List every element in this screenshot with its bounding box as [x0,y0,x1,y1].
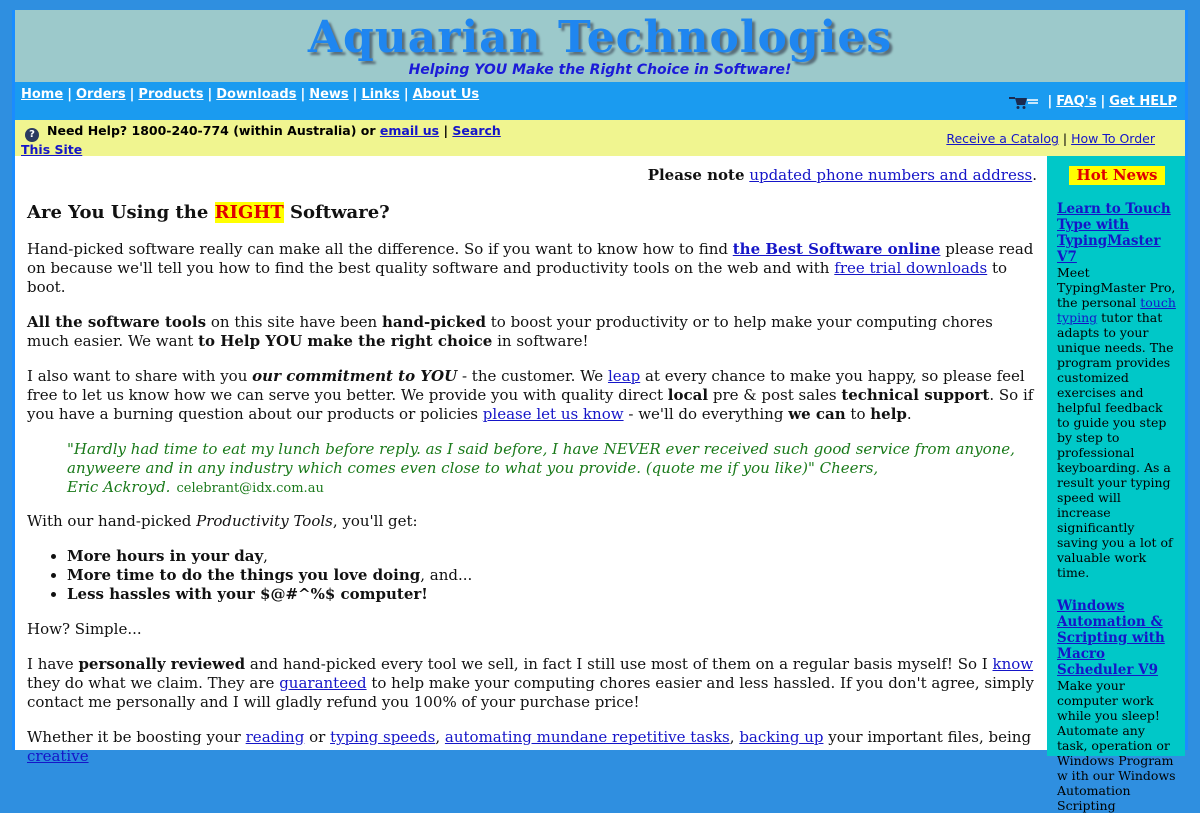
page-heading: Are You Using the RIGHT Software? [27,202,390,223]
typing-speeds-link[interactable]: typing speeds [330,728,436,746]
leap-link[interactable]: leap [607,367,641,385]
site-title[interactable]: Aquarian Technologies [307,12,893,63]
best-software-link[interactable]: the Best Software online [732,240,941,258]
nav-links: Home | Orders | Products | Downloads | News | Links | About Us [21,87,480,102]
shopping-cart-icon[interactable] [1009,95,1039,109]
list-item: • More time to do the things you love doing, and... [67,566,1037,585]
updated-phone-link[interactable]: updated phone numbers and address [749,166,1033,184]
tools-intro: With our hand-picked Productivity Tools, you'll get: [27,512,418,530]
macro-scheduler-link[interactable]: Windows Automation & Scripting with Macro Scheduler V9 [1057,598,1165,678]
testimonial: "Hardly had time to eat my lunch before reply. as I said before, I have NEVER ever received such good service from anyone, anyweere and in any industry which comes even close to what you provide. (quote me if you like)" Cheers, Eric Ackroyd. celebrant@idx.com.au [67,440,1015,496]
nav-downloads[interactable]: Downloads [216,87,297,102]
hot-news-sidebar [1047,156,1185,813]
help-bar [15,120,1185,156]
search-site-link[interactable]: Search This Site [21,123,501,157]
nav-home[interactable]: Home [21,87,64,102]
nav-orders[interactable]: Orders [75,87,126,102]
nav-about-us[interactable]: About Us [412,87,480,102]
whether-paragraph: Whether it be boosting your reading or typing speeds, automating mundane repetitive tasks, backing up your important files, being creative [27,728,1032,765]
how-simple: How? Simple... [27,620,142,638]
nav-products[interactable]: Products [138,87,204,102]
automating-link[interactable]: automating mundane repetitive tasks [444,728,730,746]
backing-up-link[interactable]: backing up [739,728,824,746]
typingmaster-link[interactable]: Learn to Touch Type with TypingMaster V7 [1057,201,1171,265]
help-right-links: Receive a Catalog | How To Order [946,131,1155,146]
testimonial-email: celebrant@idx.com.au [176,481,324,496]
nav-faqs[interactable]: FAQ's [1056,94,1097,109]
note-line: Please note updated phone numbers and address. [647,166,1037,184]
nav-get-help[interactable]: Get HELP [1109,94,1177,109]
touch-typing-link[interactable]: touch typing [1057,295,1176,325]
nav-news[interactable]: News [309,87,349,102]
reviewed-paragraph: I have personally reviewed and hand-picked every tool we sell, in fact I still use most of them on a regular basis myself! So I know they do what we claim. They are guaranteed to help make your computing chores easier and less hassled. If you don't agree, simply contact me personally and I will gladly refund you 100% of your purchase price! [27,655,1035,711]
handpicked-paragraph: All the software tools on this site have been hand-picked to boost your productivity or to help make your computing chores much easier. We want to Help YOU make the right choice in software! [27,313,993,350]
header-banner [15,10,1185,82]
commitment-paragraph: I also want to share with you our commitment to YOU - the customer. We leap at every chance to make you happy, so please feel free to let us know how we can serve you better. We provide you with quality direct local pre & post sales technical support. So if you have a burning question about our products or policies please let us know - we'll do everything we can to help. [27,367,1034,423]
hot-news-badge: Hot News [1069,166,1165,185]
benefits-list [27,547,1037,604]
help-phone-text: Need Help? 1800-240-774 (within Australia) or [47,123,376,138]
news-item-macro-scheduler: Windows Automation & Scripting with Macro Scheduler V9 Make your computer work while you sleep! Automate any task, operation or Windows Program w ith our Windows Automation Scripting [1057,598,1176,813]
help-contact: ? Need Help? 1800-240-774 (within Australia) or email us | Search This Site [21,123,501,157]
question-icon: ? [25,128,39,142]
list-item: • Less hassles with your $@#^%$ computer! [67,585,1037,604]
receive-catalog-link[interactable]: Receive a Catalog [946,131,1059,146]
email-us-link[interactable]: email us [379,123,440,138]
let-us-know-link[interactable]: please let us know [482,405,624,423]
main-content [27,156,1037,782]
news-item-typingmaster: Learn to Touch Type with TypingMaster V7 Meet TypingMaster Pro, the personal touch typing tutor that adapts to your unique needs. The program provides customized exercises and helpful feedback to guide you step by step to professional keyboarding. As a result your typing speed will increase significantly saving you a lot of valuable work time. [1057,201,1176,580]
nav-bar [15,82,1185,120]
nav-right: | FAQ's | Get HELP [1009,94,1177,109]
intro-paragraph: Hand-picked software really can make all the difference. So if you want to know how to find the Best Software online please read on because we'll tell you how to find the best quality software and productivity tools on the web and with free trial downloads to boot. [27,240,1034,296]
list-item: • More hours in your day, [67,547,1037,566]
page-frame [12,10,1188,813]
nav-links-page[interactable]: Links [361,87,400,102]
how-to-order-link[interactable]: How To Order [1071,131,1155,146]
guaranteed-link[interactable]: guaranteed [279,674,367,692]
know-link[interactable]: know [992,655,1034,673]
reading-link[interactable]: reading [245,728,305,746]
site-tagline: Helping YOU Make the Right Choice in Software! [408,62,792,78]
free-trial-link[interactable]: free trial downloads [834,259,988,277]
creative-link[interactable]: creative [27,747,89,765]
